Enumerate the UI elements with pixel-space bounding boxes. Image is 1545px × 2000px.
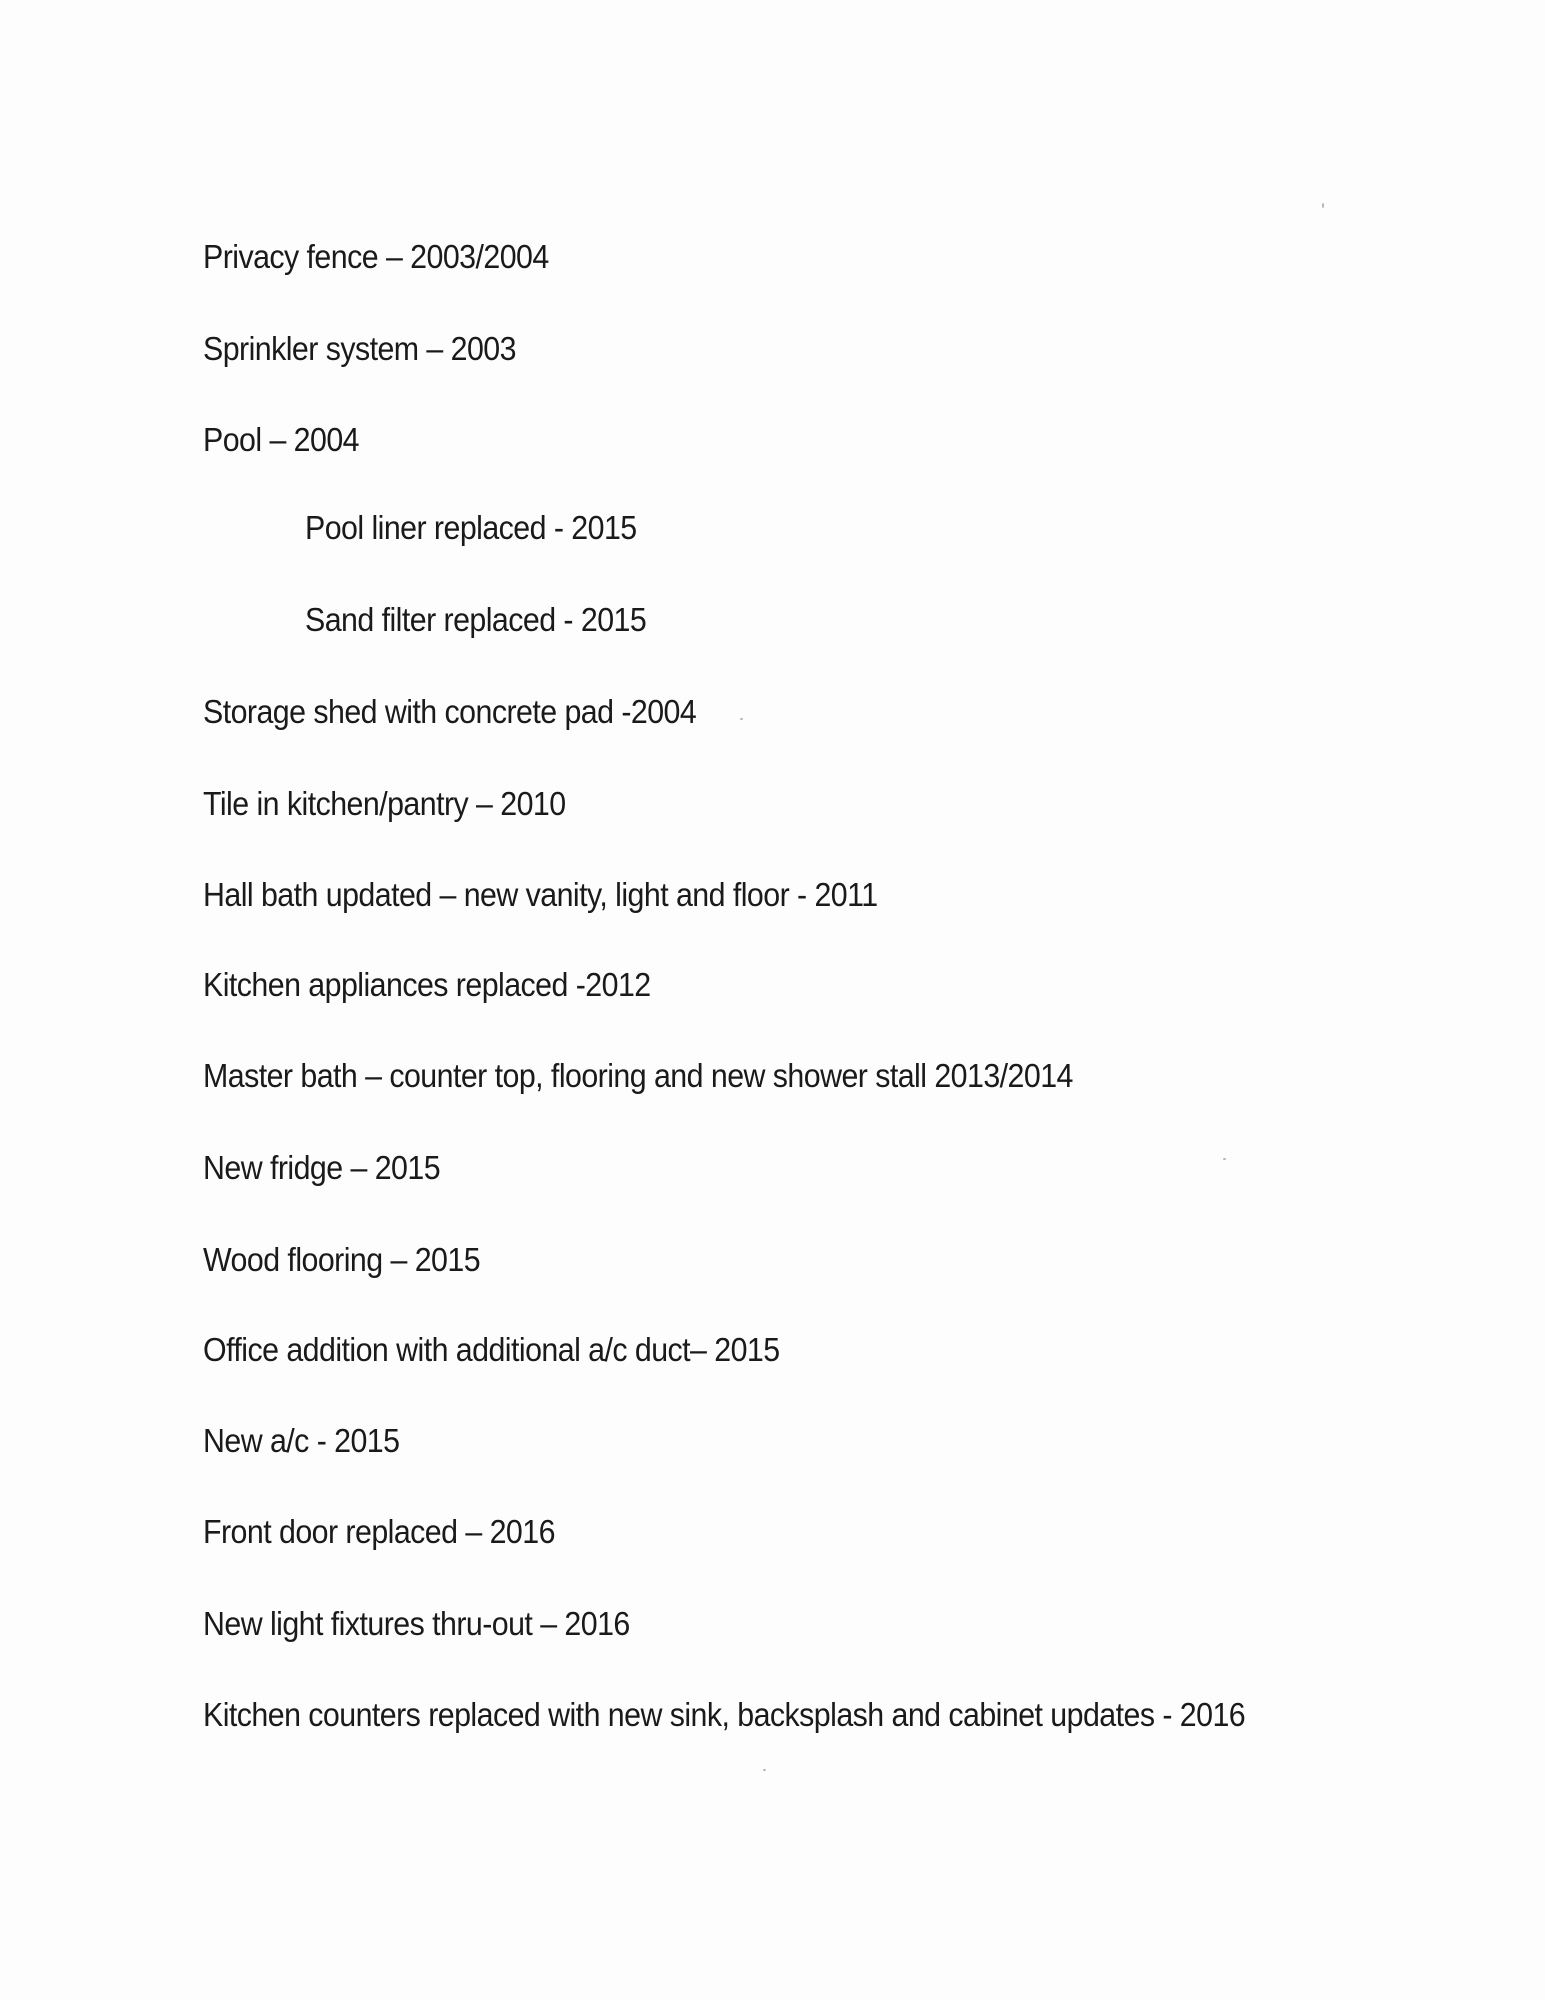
scan-speck: [763, 1769, 766, 1771]
item-hall-bath: Hall bath updated – new vanity, light and floor - 2011: [203, 876, 878, 913]
item-storage-shed: Storage shed with concrete pad -2004: [203, 693, 697, 730]
item-new-fridge: New fridge – 2015: [203, 1149, 441, 1186]
scan-speck: [740, 718, 743, 720]
item-office-addition: Office addition with additional a/c duct– 2015: [203, 1331, 780, 1368]
item-sprinkler-system: Sprinkler system – 2003: [203, 330, 516, 367]
item-tile-kitchen: Tile in kitchen/pantry – 2010: [203, 785, 566, 822]
item-pool: Pool – 2004: [203, 421, 359, 458]
item-wood-flooring: Wood flooring – 2015: [203, 1241, 481, 1278]
item-kitchen-counters: Kitchen counters replaced with new sink, backsplash and cabinet updates - 2016: [203, 1696, 1246, 1733]
subitem-pool-liner: Pool liner replaced - 2015: [305, 509, 637, 546]
subitem-sand-filter: Sand filter replaced - 2015: [305, 601, 647, 638]
item-front-door: Front door replaced – 2016: [203, 1513, 555, 1550]
scan-speck: [1322, 203, 1324, 208]
item-master-bath: Master bath – counter top, flooring and new shower stall 2013/2014: [203, 1057, 1073, 1094]
item-privacy-fence: Privacy fence – 2003/2004: [203, 238, 549, 275]
item-light-fixtures: New light fixtures thru-out – 2016: [203, 1605, 630, 1642]
scan-speck: [1223, 1158, 1226, 1160]
item-kitchen-appliances: Kitchen appliances replaced -2012: [203, 966, 651, 1003]
item-new-ac: New a/c - 2015: [203, 1422, 400, 1459]
